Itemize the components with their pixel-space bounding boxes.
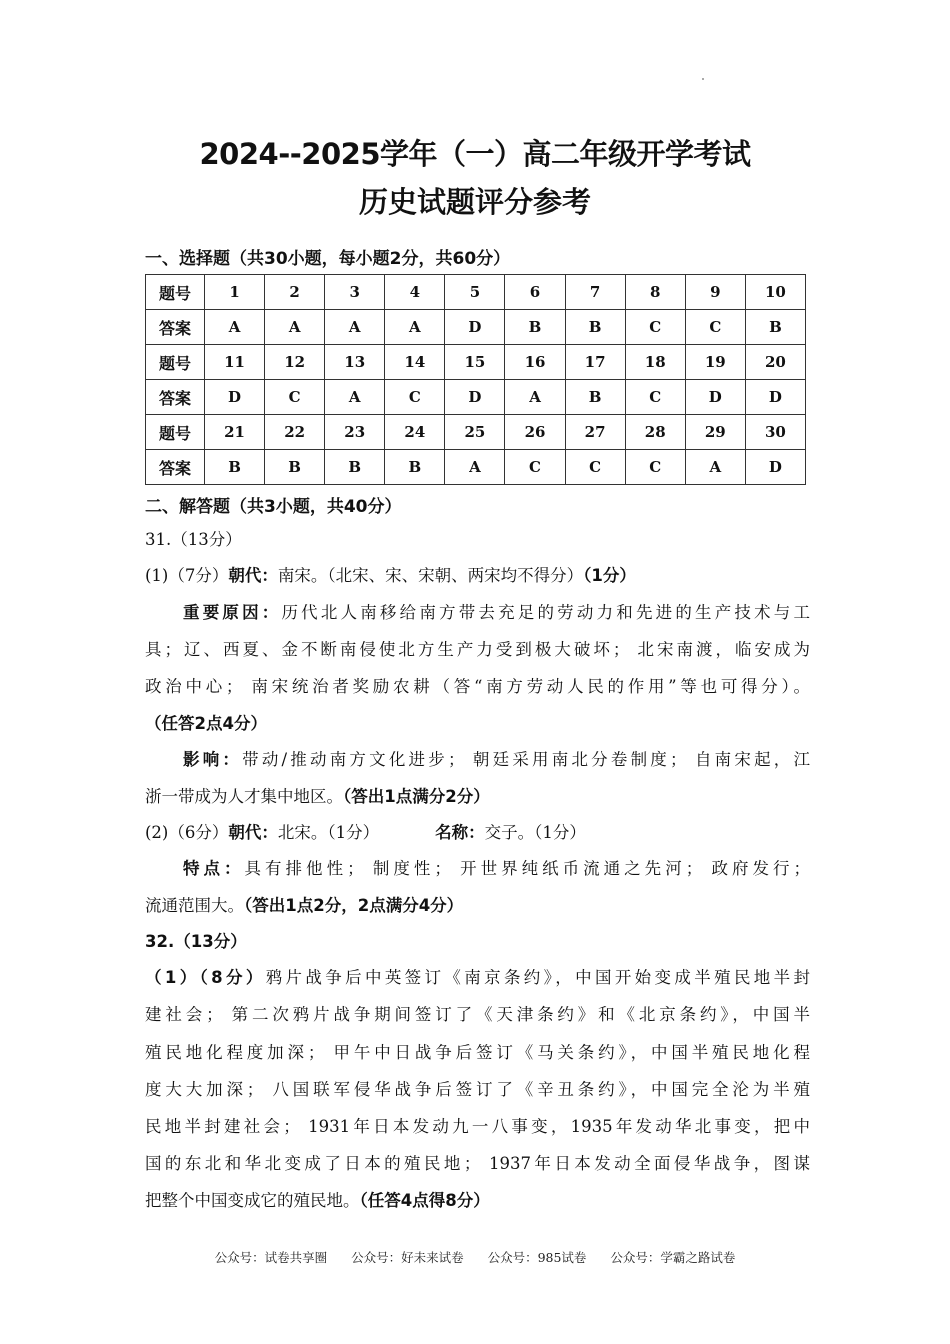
q31-impact-line1 <box>183 749 810 771</box>
answer-cell: D <box>445 310 505 345</box>
answer-cell: B <box>745 310 805 345</box>
answer-cell: C <box>565 450 625 485</box>
footer-item: 公众号：试卷共享圈 <box>214 1250 328 1265</box>
question-number-cell: 8 <box>625 275 685 310</box>
answer-cell: B <box>505 310 565 345</box>
question-number-cell: 6 <box>505 275 565 310</box>
q31-reason-score-text: （任答2点4分） <box>145 714 267 733</box>
question-number-cell: 28 <box>625 415 685 450</box>
question-number-cell: 4 <box>385 275 445 310</box>
q32-line1 <box>145 967 810 989</box>
q31-reason-line3: 政治中心； 南宋统治者奖励农耕（答“南方劳动人民的作用”等也可得分）。 <box>145 677 810 696</box>
row-header-number: 题号 <box>146 275 205 310</box>
question-number-cell: 15 <box>445 345 505 380</box>
q31-p2-prefix: (2)（6分） <box>145 823 229 842</box>
answer-cell: C <box>505 450 565 485</box>
question-number-cell: 13 <box>325 345 385 380</box>
q31-reason-line1 <box>183 602 810 624</box>
question-number-cell: 27 <box>565 415 625 450</box>
q31-impact-line2 <box>145 786 810 808</box>
q32-line3: 殖民地化程度加深； 甲午中日战争后签订《马关条约》，中国半殖民地化程 <box>145 1043 810 1062</box>
question-number-cell: 18 <box>625 345 685 380</box>
q31-feature-text1: 具有排他性； 制度性； 开世界纯纸币流通之先河； 政府发行； <box>244 859 810 878</box>
q31-p1-score: （1分） <box>583 566 636 585</box>
question-number-cell: 11 <box>205 345 265 380</box>
answer-cell: D <box>745 450 805 485</box>
q31-p2-label: 朝代： <box>228 823 278 842</box>
answer-cell: D <box>685 380 745 415</box>
question-number-cell: 1 <box>205 275 265 310</box>
answer-cell: C <box>265 380 325 415</box>
table-row-answers <box>146 450 806 485</box>
page-subtitle: 历史试题评分参考 <box>358 185 591 219</box>
q31-part2-line <box>145 822 810 844</box>
answer-cell: A <box>385 310 445 345</box>
q32-line7 <box>145 1190 810 1212</box>
q31-impact-score: （答出1点满分2分） <box>343 787 490 806</box>
answer-cell: C <box>625 310 685 345</box>
q31-impact-text2: 浙一带成为人才集中地区。 <box>145 787 343 806</box>
question-number-cell: 10 <box>745 275 805 310</box>
question-number-cell: 30 <box>745 415 805 450</box>
table-row-answers <box>146 310 806 345</box>
row-header-answer: 答案 <box>146 380 205 415</box>
q31-impact-label: 影响： <box>183 750 243 769</box>
q31-reason-label: 重要原因： <box>183 603 282 622</box>
table-row-numbers <box>146 415 806 450</box>
answer-cell: C <box>625 380 685 415</box>
question-number-cell: 24 <box>385 415 445 450</box>
question-number-cell: 29 <box>685 415 745 450</box>
speck-mark <box>702 78 704 80</box>
answer-cell: D <box>745 380 805 415</box>
row-header-number: 题号 <box>146 345 205 380</box>
answer-cell: B <box>265 450 325 485</box>
q31-feature-score: （答出1点2分，2点满分4分） <box>244 896 464 915</box>
question-number-cell: 25 <box>445 415 505 450</box>
question-number-cell: 17 <box>565 345 625 380</box>
row-header-answer: 答案 <box>146 310 205 345</box>
table-row-numbers <box>146 275 806 310</box>
answer-cell: A <box>325 380 385 415</box>
q31-p1-label: 朝代： <box>228 566 278 585</box>
q31-p2-name: 交子。（1分） <box>484 823 586 842</box>
answer-cell: A <box>265 310 325 345</box>
table-row-numbers <box>146 345 806 380</box>
q32-line2: 建社会； 第二次鸦片战争期间签订了《天津条约》和《北京条约》，中国半 <box>145 1005 810 1024</box>
q31-feature-line1 <box>183 858 810 880</box>
q31-feature-label: 特点： <box>183 859 245 878</box>
q32-line6: 国的东北和华北变成了日本的殖民地； 1937年日本发动全面侵华战争，图谋 <box>145 1154 810 1173</box>
answer-cell: C <box>685 310 745 345</box>
q31-heading: 31.（13分） <box>145 530 242 549</box>
answer-cell: A <box>505 380 565 415</box>
q31-part1-line <box>145 565 810 587</box>
q31-impact-text1: 带动/推动南方文化进步； 朝廷采用南北分卷制度； 自南宋起，江 <box>242 750 810 769</box>
q32-p1-prefix: （1）（8分） <box>145 968 266 987</box>
answer-cell: D <box>205 380 265 415</box>
question-number-cell: 22 <box>265 415 325 450</box>
question-number-cell: 21 <box>205 415 265 450</box>
answer-table <box>145 274 806 485</box>
answer-cell: A <box>325 310 385 345</box>
q31-p1-prefix: (1)（7分） <box>145 566 229 585</box>
footer-item: 公众号：好未来试卷 <box>351 1250 464 1265</box>
answer-cell: D <box>445 380 505 415</box>
question-number-cell: 16 <box>505 345 565 380</box>
answer-cell: A <box>445 450 505 485</box>
question-number-cell: 5 <box>445 275 505 310</box>
q31-p2-name-label: 名称： <box>435 823 485 842</box>
q31-reason-score <box>145 713 810 735</box>
page-title: 2024--2025学年（一）高二年级开学考试 <box>199 137 751 171</box>
question-number-cell: 7 <box>565 275 625 310</box>
q32-line4: 度大大加深； 八国联军侵华战争后签订了《辛丑条约》，中国完全沦为半殖 <box>145 1080 810 1099</box>
q31-feature-text2: 流通范围大。 <box>145 896 244 915</box>
question-number-cell: 23 <box>325 415 385 450</box>
q32-heading <box>145 931 810 953</box>
q32-line5: 民地半封建社会； 1931年日本发动九一八事变，1935年发动华北事变，把中 <box>145 1117 810 1136</box>
section1-heading: 一、选择题（共30小题，每小题2分，共60分） <box>145 249 511 269</box>
row-header-answer: 答案 <box>146 450 205 485</box>
q32-text1: 鸦片战争后中英签订《南京条约》，中国开始变成半殖民地半封 <box>265 968 811 987</box>
question-number-cell: 19 <box>685 345 745 380</box>
answer-cell: A <box>205 310 265 345</box>
answer-cell: C <box>625 450 685 485</box>
answer-cell: B <box>205 450 265 485</box>
footer-item: 公众号：学霸之路试卷 <box>610 1250 736 1265</box>
q31-p1-text: 南宋。（北宋、宋、宋朝、两宋均不得分） <box>277 566 584 585</box>
answer-cell: B <box>325 450 385 485</box>
q32-text7: 把整个中国变成它的殖民地。 <box>145 1191 360 1210</box>
q31-p2-text: 北宋。（1分） <box>277 823 380 842</box>
q31-reason-text1: 历代北人南移给南方带去充足的劳动力和先进的生产技术与工 <box>281 603 811 622</box>
row-header-number: 题号 <box>146 415 205 450</box>
answer-cell: B <box>565 310 625 345</box>
question-number-cell: 2 <box>265 275 325 310</box>
q32-heading-text: 32.（13分） <box>145 932 247 951</box>
table-row-answers <box>146 380 806 415</box>
answer-cell: A <box>685 450 745 485</box>
q31-reason-line2: 具；辽、西夏、金不断南侵使北方生产力受到极大破坏； 北宋南渡，临安成为 <box>145 640 810 659</box>
question-number-cell: 9 <box>685 275 745 310</box>
section2-heading: 二、解答题（共3小题，共40分） <box>145 497 402 517</box>
q32-score: （任答4点得8分） <box>359 1191 490 1210</box>
answer-cell: B <box>565 380 625 415</box>
answer-cell: B <box>385 450 445 485</box>
question-number-cell: 12 <box>265 345 325 380</box>
question-number-cell: 20 <box>745 345 805 380</box>
question-number-cell: 14 <box>385 345 445 380</box>
footer-item: 公众号：985试卷 <box>487 1250 587 1265</box>
footer <box>0 1248 950 1266</box>
q31-feature-line2 <box>145 895 810 917</box>
question-number-cell: 3 <box>325 275 385 310</box>
answer-cell: C <box>385 380 445 415</box>
question-number-cell: 26 <box>505 415 565 450</box>
